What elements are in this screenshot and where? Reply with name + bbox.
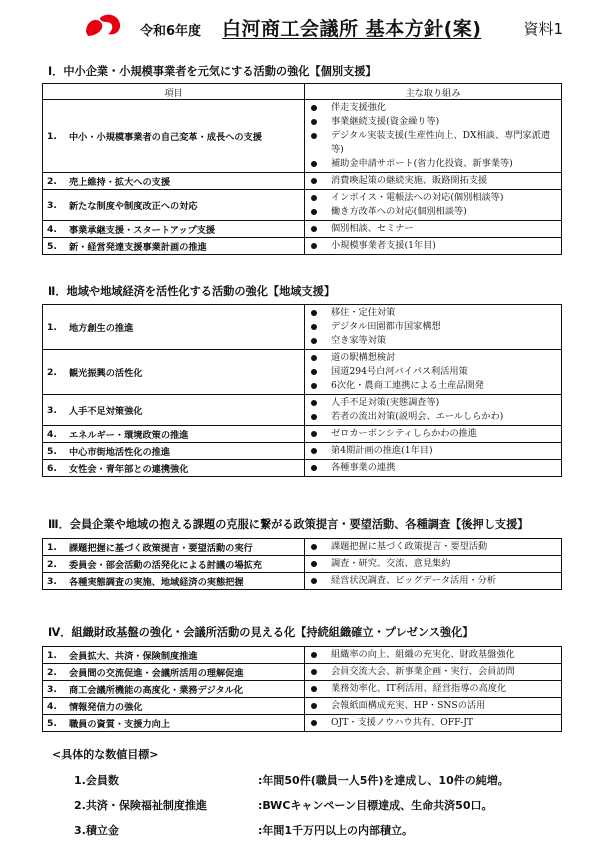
table-header-actions: 主な取り組み [305, 84, 562, 100]
action-item: 働き方改革への対応(個別相談等) [305, 205, 561, 219]
row-item: 人手不足対策強化 [69, 406, 143, 417]
table-header-item: 項目 [43, 84, 305, 100]
action-item: 伴走支援強化 [305, 101, 561, 115]
target-label: 2.共済・保険福祉制度推進 [74, 799, 207, 812]
row-item: 中心市街地活性化の推進 [69, 447, 171, 458]
section-3-title: Ⅲ．会員企業や地域の抱える課題の克服に繋がる政策提言・要望活動、各種調査【後押し支援】 [48, 518, 529, 531]
row-item: 新・経営発達支援事業計画の推進 [69, 242, 207, 253]
row-number: 3. [47, 199, 57, 211]
row-number: 5. [47, 445, 57, 457]
table-row [43, 426, 562, 443]
row-number: 1. [47, 649, 57, 661]
table-row [43, 221, 562, 238]
section-2-table [42, 304, 562, 477]
target-label: 1.会員数 [74, 774, 119, 787]
target-text: :年間1千万円以上の内部積立。 [258, 824, 414, 837]
section-4-title: Ⅳ．組織財政基盤の強化・会議所活動の見える化【持続組織確立・プレゼンス強化】 [48, 626, 474, 639]
row-number: 1. [47, 321, 57, 333]
row-number: 4. [47, 223, 57, 235]
row-item: 地方創生の推進 [69, 323, 134, 334]
document-label: 資料1 [523, 20, 563, 38]
row-item: 会員間の交流促進・会議所活用の理解促進 [69, 668, 244, 679]
table-row [43, 443, 562, 460]
action-item: 組織率の向上、組織の充実化、財政基盤強化 [305, 648, 561, 662]
section-1-table [42, 83, 562, 255]
row-item: 新たな制度や制度改正への対応 [69, 201, 198, 212]
row-item: 売上維持・拡大への支援 [69, 177, 171, 188]
row-item: 中小・小規模事業者の自己変革・成長への支援 [69, 132, 262, 143]
row-number: 3. [47, 683, 57, 695]
action-item: 国道294号白河バイパス利活用策 [305, 365, 561, 379]
action-item: 移住・定住対策 [305, 306, 561, 320]
action-item: 小規模事業者支援(1年目) [305, 239, 561, 253]
row-item: 商工会議所機能の高度化・業務デジタル化 [69, 685, 244, 696]
action-item: デジタル実装支援(生産性向上、DX相談、専門家派遣等) [305, 129, 561, 157]
table-row [43, 647, 562, 664]
page-title: 白河商工会議所 基本方針(案) [222, 18, 482, 40]
action-item: 会員交流大会、新事業企画・実行、会員訪問 [305, 665, 561, 679]
action-item: 個別相談、セミナー [305, 222, 561, 236]
action-item: 会報紙面構成充実、HP・SNSの活用 [305, 699, 561, 713]
action-item: OJT・支援ノウハウ共有、OFF-JT [305, 716, 561, 730]
table-row [43, 698, 562, 715]
row-item: 委員会・部会活動の活発化による討議の場拡充 [69, 560, 262, 571]
table-row [43, 238, 562, 255]
table-row [43, 664, 562, 681]
action-item: ゼロカーボンシティしらかわの推進 [305, 427, 561, 441]
action-item: 空き家等対策 [305, 334, 561, 348]
row-item: 女性会・青年部との連携強化 [69, 464, 189, 475]
table-row [43, 100, 562, 173]
action-item: インボイス・電帳法への対応(個別相談等) [305, 191, 561, 205]
action-item: 経営状況調査、ビッグデータ活用・分析 [305, 574, 561, 588]
header [0, 14, 605, 40]
action-item: 補助金申請サポート(省力化投資、新事業等) [305, 157, 561, 171]
row-item: 観光振興の活性化 [69, 368, 143, 379]
action-item: 事業継続支援(資金繰り等) [305, 115, 561, 129]
row-number: 2. [47, 666, 57, 678]
row-number: 3. [47, 404, 57, 416]
action-item: 人手不足対策(実態調査等) [305, 396, 561, 410]
table-row [43, 395, 562, 426]
row-number: 4. [47, 428, 57, 440]
action-item: 道の駅構想検討 [305, 351, 561, 365]
action-item: 消費喚起策の継続実施、販路開拓支援 [305, 174, 561, 188]
table-row [43, 539, 562, 556]
action-item: 各種事業の連携 [305, 461, 561, 475]
title-prefix: 令和6年度 [140, 24, 202, 39]
table-row [43, 173, 562, 190]
row-number: 5. [47, 717, 57, 729]
row-number: 1. [47, 130, 57, 142]
table-row [43, 715, 562, 732]
row-number: 5. [47, 240, 57, 252]
row-item: エネルギー・環境政策の推進 [69, 430, 189, 441]
row-item: 情報発信力の強化 [69, 702, 143, 713]
section-1-title: Ⅰ．中小企業・小規模事業者を元気にする活動の強化【個別支援】 [48, 65, 377, 78]
table-row [43, 556, 562, 573]
row-item: 課題把握に基づく政策提言・要望活動の実行 [69, 543, 253, 554]
section-3-table [42, 538, 562, 590]
row-number: 4. [47, 700, 57, 712]
action-item: 課題把握に基づく政策提言・要望活動 [305, 540, 561, 554]
action-item: デジタル田園都市国家構想 [305, 320, 561, 334]
section-2-title: Ⅱ．地域や地域経済を活性化する活動の強化【地域支援】 [48, 285, 336, 298]
action-item: 業務効率化、IT利活用、経営指導の高度化 [305, 682, 561, 696]
target-label: 3.積立金 [74, 824, 119, 837]
table-row [43, 190, 562, 221]
target-text: :BWCキャンペーン目標達成、生命共済50口。 [258, 799, 493, 812]
row-item: 事業承継支援・スタートアップ支援 [69, 225, 216, 236]
action-item: 6次化・農商工連携による土産品開発 [305, 379, 561, 393]
table-row [43, 460, 562, 477]
table-row [43, 573, 562, 590]
row-number: 1. [47, 541, 57, 553]
row-item: 会員拡大、共済・保険制度推進 [69, 651, 198, 662]
row-number: 2. [47, 366, 57, 378]
row-item: 各種実態調査の実施、地域経済の実態把握 [69, 577, 244, 588]
row-number: 6. [47, 462, 57, 474]
table-row [43, 305, 562, 350]
target-text: :年間50件(職員一人5件)を達成し、10件の純増。 [258, 774, 509, 787]
table-row [43, 350, 562, 395]
action-item: 第4期計画の推進(1年目) [305, 444, 561, 458]
row-number: 2. [47, 558, 57, 570]
action-item: 若者の流出対策(説明会、エールしらかわ) [305, 410, 561, 424]
targets-title: <具体的な数値目標> [52, 748, 159, 761]
action-item: 調査・研究、交流、意見集約 [305, 557, 561, 571]
table-row [43, 681, 562, 698]
row-number: 2. [47, 175, 57, 187]
row-number: 3. [47, 575, 57, 587]
row-item: 職員の資質・支援力向上 [69, 719, 171, 730]
section-4-table [42, 646, 562, 732]
